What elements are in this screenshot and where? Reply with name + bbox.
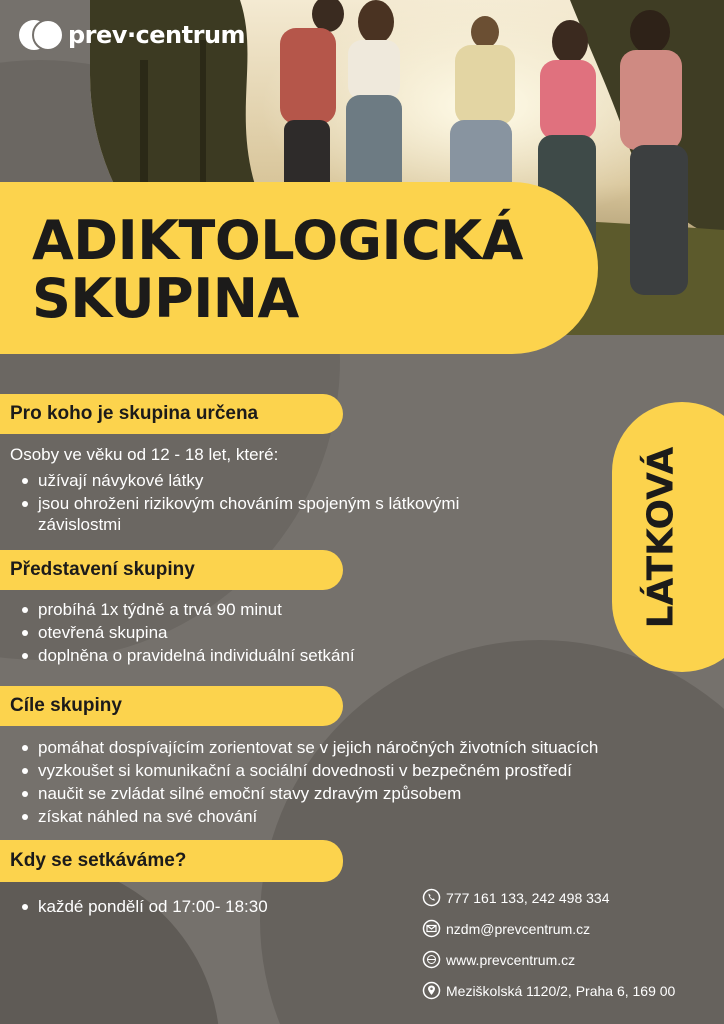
list-item-continuation: závislostmi xyxy=(38,515,122,534)
list-item: každé pondělí od 17:00- 18:30 xyxy=(0,895,268,918)
list-item: probíhá 1x týdně a trvá 90 minut xyxy=(0,598,355,621)
email-icon xyxy=(422,919,441,938)
list-item: pomáhat dospívajícím zorientovat se v jejich náročných životních situacích xyxy=(0,736,598,759)
list-item: užívají návykové látky xyxy=(0,469,459,492)
contact-address[interactable] xyxy=(422,975,675,1006)
list-item: naučit se zvládat silné emoční stavy zdravým způsobem xyxy=(0,782,598,805)
contact-text: Meziškolská 1120/2, Praha 6, 169 00 xyxy=(446,982,676,999)
side-label-container xyxy=(631,434,691,640)
background-circle-corner xyxy=(0,860,220,1024)
web-icon xyxy=(422,950,441,969)
section-heading-intro xyxy=(0,550,343,590)
contact-phone[interactable] xyxy=(422,882,675,913)
section-heading-text: Kdy se setkáváme? xyxy=(10,850,187,871)
list-item: získat náhled na své chování xyxy=(0,805,598,828)
contact-text: 777 161 133, 242 498 334 xyxy=(446,889,610,906)
logo-text: prev·centrum xyxy=(68,21,246,49)
contact-web[interactable] xyxy=(422,944,675,975)
contact-text: www.prevcentrum.cz xyxy=(446,951,576,968)
title-line-1: ADIKTOLOGICKÁ xyxy=(32,209,523,272)
intro-list xyxy=(0,598,355,667)
phone-icon xyxy=(422,888,441,907)
list-item: doplněna o pravidelná individuální setkání xyxy=(0,644,355,667)
section-heading-audience xyxy=(0,394,343,434)
goals-list xyxy=(0,736,598,828)
audience-list xyxy=(0,469,459,515)
contact-email[interactable] xyxy=(422,913,675,944)
page-title xyxy=(32,209,523,330)
list-item: otevřená skupina xyxy=(0,621,355,644)
section-heading-text: Pro koho je skupina určena xyxy=(10,403,259,424)
section-heading-text: Představení skupiny xyxy=(10,559,195,580)
section-heading-goals xyxy=(0,686,343,726)
brand-logo[interactable] xyxy=(18,18,245,52)
contact-list xyxy=(422,882,675,1006)
list-item: jsou ohroženi rizikovým chováním spojeným s látkovými xyxy=(0,492,459,515)
section-heading-schedule xyxy=(0,840,343,882)
list-item: vyzkoušet si komunikační a sociální dovednosti v bezpečném prostředí xyxy=(0,759,598,782)
location-icon xyxy=(422,981,441,1000)
logo-circles-icon xyxy=(18,18,64,52)
side-label: LÁTKOVÁ xyxy=(640,446,682,628)
title-line-2: SKUPINA xyxy=(32,267,299,330)
contact-text: nzdm@prevcentrum.cz xyxy=(446,920,591,937)
schedule-list xyxy=(0,895,268,918)
section-intro: Osoby ve věku od 12 - 18 let, které: xyxy=(10,445,279,464)
section-heading-text: Cíle skupiny xyxy=(10,695,122,716)
